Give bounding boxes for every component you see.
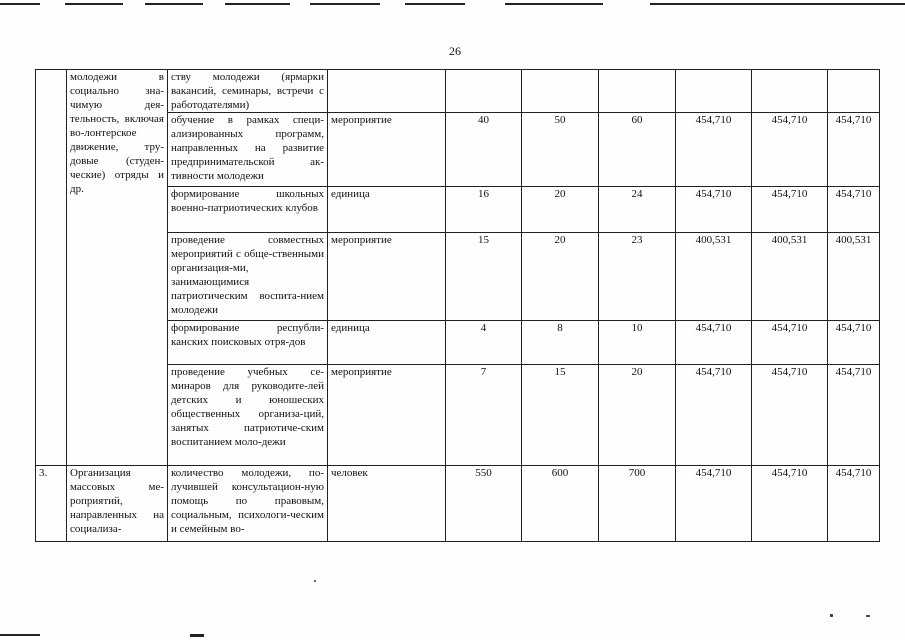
row-number <box>36 70 67 466</box>
value-cell: 20 <box>599 365 676 466</box>
scan-speck <box>314 580 316 582</box>
indicator-cell: обучение в рамках специ-ализированных программ, направленных на развитие предпринимательской ак-тивности молодежи <box>168 113 328 187</box>
scan-line <box>190 634 204 637</box>
value-cell: 50 <box>522 113 599 187</box>
value-cell: 20 <box>522 187 599 233</box>
scan-line <box>0 3 40 5</box>
funding-cell: 454,710 <box>752 113 828 187</box>
scan-line <box>0 634 40 636</box>
value-cell: 24 <box>599 187 676 233</box>
value-cell: 10 <box>599 321 676 365</box>
value-cell: 20 <box>522 233 599 321</box>
unit-cell: человек <box>328 466 446 542</box>
scan-line <box>310 3 380 5</box>
unit-cell: единица <box>328 321 446 365</box>
funding-cell <box>752 70 828 113</box>
value-cell <box>522 70 599 113</box>
funding-cell: 454,710 <box>828 113 880 187</box>
funding-cell: 454,710 <box>676 466 752 542</box>
funding-cell: 454,710 <box>828 187 880 233</box>
value-cell: 550 <box>446 466 522 542</box>
value-cell <box>599 70 676 113</box>
funding-cell: 400,531 <box>676 233 752 321</box>
scan-line <box>505 3 603 5</box>
scan-line <box>650 3 905 5</box>
unit-cell: единица <box>328 187 446 233</box>
value-cell: 23 <box>599 233 676 321</box>
row-number: 3. <box>36 466 67 542</box>
unit-cell: мероприятие <box>328 233 446 321</box>
funding-cell: 454,710 <box>828 365 880 466</box>
funding-cell: 454,710 <box>828 466 880 542</box>
funding-cell <box>676 70 752 113</box>
funding-cell: 454,710 <box>676 365 752 466</box>
indicator-cell: количество молодежи, по-лучившей консультацион-ную помощь по правовым, социальным, психологи-ческим и семейным во- <box>168 466 328 542</box>
funding-cell: 400,531 <box>752 233 828 321</box>
value-cell <box>446 70 522 113</box>
scan-speck <box>830 614 833 617</box>
value-cell: 15 <box>522 365 599 466</box>
value-cell: 700 <box>599 466 676 542</box>
unit-cell <box>328 70 446 113</box>
value-cell: 8 <box>522 321 599 365</box>
indicator-cell: формирование республи-канских поисковых отря-дов <box>168 321 328 365</box>
funding-cell <box>828 70 880 113</box>
measure-name: молодежи в социально зна-чимую дея-тельность, включая во-лонтерское движение, тру-довые (студен-ческие) отряды и др. <box>67 70 168 466</box>
program-table <box>35 69 880 542</box>
measure-name: Организация массовых ме-роприятий, направленных на социализа- <box>67 466 168 542</box>
indicator-cell: формирование школьных военно-патриотических клубов <box>168 187 328 233</box>
scan-speck <box>866 615 870 617</box>
scan-line <box>145 3 203 5</box>
scan-line <box>65 3 123 5</box>
value-cell: 60 <box>599 113 676 187</box>
funding-cell: 454,710 <box>676 187 752 233</box>
funding-cell: 454,710 <box>676 321 752 365</box>
table-row <box>36 70 880 113</box>
scan-line <box>405 3 465 5</box>
funding-cell: 454,710 <box>828 321 880 365</box>
indicator-cell: проведение совместных мероприятий с обще-ственными организация-ми, занимающимися патриотическим воспита-нием молодежи <box>168 233 328 321</box>
indicator-cell: проведение учебных се-минаров для руководите-лей детских и юношеских общественных организа-ций, занятых патриотиче-ским воспитанием моло-дежи <box>168 365 328 466</box>
value-cell: 600 <box>522 466 599 542</box>
indicator-cell: ству молодежи (ярмарки вакансий, семинары, встречи с работодателями) <box>168 70 328 113</box>
unit-cell: мероприятие <box>328 113 446 187</box>
table-row <box>36 466 880 542</box>
funding-cell: 400,531 <box>828 233 880 321</box>
value-cell: 16 <box>446 187 522 233</box>
funding-cell: 454,710 <box>752 365 828 466</box>
unit-cell: мероприятие <box>328 365 446 466</box>
value-cell: 15 <box>446 233 522 321</box>
page-number: 26 <box>449 44 461 58</box>
funding-cell: 454,710 <box>752 187 828 233</box>
value-cell: 4 <box>446 321 522 365</box>
funding-cell: 454,710 <box>752 321 828 365</box>
funding-cell: 454,710 <box>676 113 752 187</box>
scan-line <box>225 3 290 5</box>
value-cell: 7 <box>446 365 522 466</box>
funding-cell: 454,710 <box>752 466 828 542</box>
value-cell: 40 <box>446 113 522 187</box>
